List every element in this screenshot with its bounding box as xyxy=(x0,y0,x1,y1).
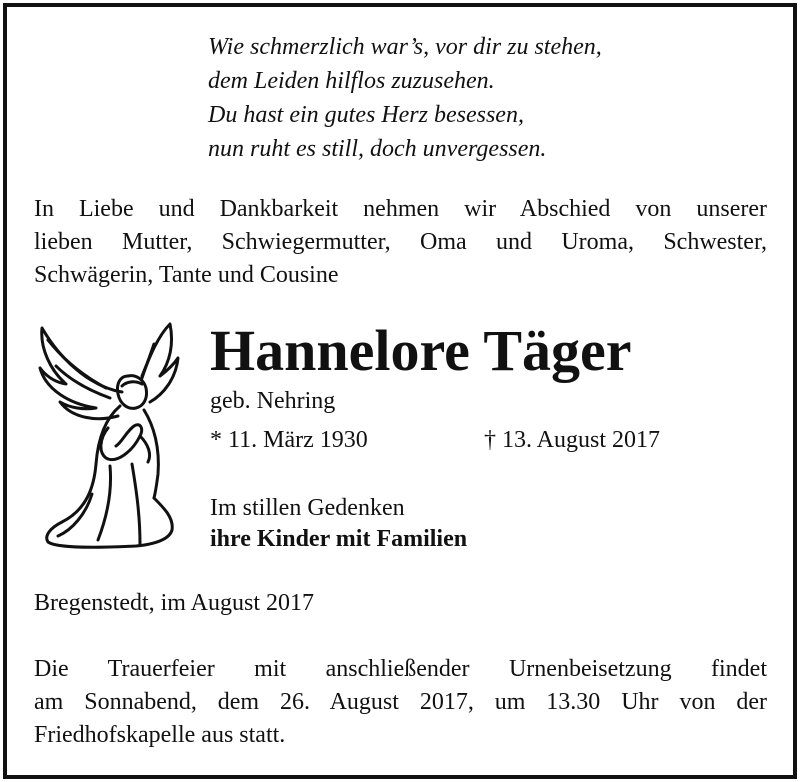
funeral-line: Die Trauerfeier mit anschließender Urnenbeisetzung findet xyxy=(34,656,767,682)
maiden-name: geb. Nehring xyxy=(210,388,336,414)
mourners: ihre Kinder mit Familien xyxy=(210,526,468,552)
funeral-line: Friedhofskapelle aus statt. xyxy=(34,722,286,748)
angel-icon xyxy=(36,318,180,550)
poem xyxy=(208,30,602,166)
funeral-info xyxy=(34,653,767,752)
place-date: Bregenstedt, im August 2017 xyxy=(34,590,314,616)
funeral-line: am Sonnabend, dem 26. August 2017, um 13.30 Uhr von der xyxy=(34,689,767,715)
poem-line: Wie schmerzlich war’s, vor dir zu stehen, xyxy=(208,34,602,60)
poem-line: Du hast ein gutes Herz besessen, xyxy=(208,102,524,128)
intro-line: lieben Mutter, Schwiegermutter, Oma und Uroma, Schwester, xyxy=(34,229,767,255)
death-date: † 13. August 2017 xyxy=(484,427,661,453)
deceased-name: Hannelore Täger xyxy=(210,318,632,383)
poem-line: dem Leiden hilflos zuzusehen. xyxy=(208,68,495,94)
intro-line: Schwägerin, Tante und Cousine xyxy=(34,262,339,288)
intro-text xyxy=(34,193,767,292)
poem-line: nun ruht es still, doch unvergessen. xyxy=(208,136,547,162)
memorial-line: Im stillen Gedenken xyxy=(210,495,405,521)
birth-date: * 11. März 1930 xyxy=(210,427,368,453)
intro-line: In Liebe und Dankbarkeit nehmen wir Abschied von unserer xyxy=(34,196,767,222)
